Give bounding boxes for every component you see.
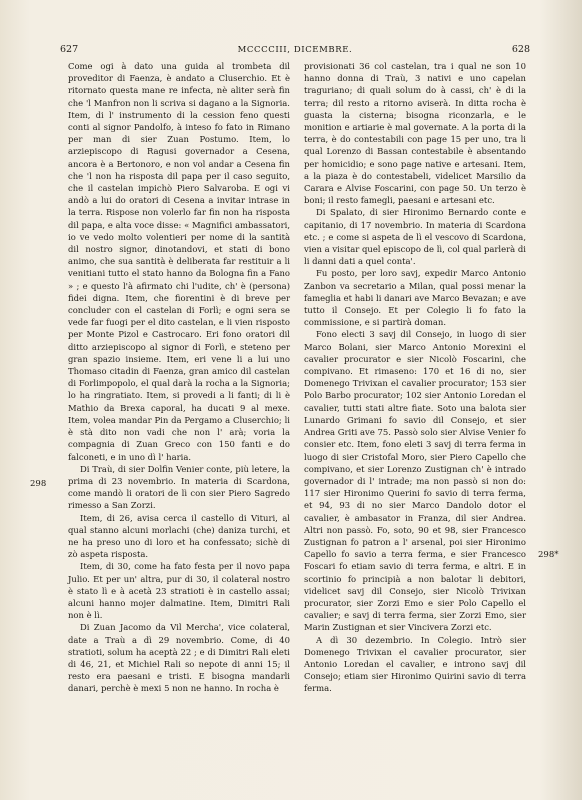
page-number-right: 628 bbox=[511, 44, 530, 55]
left-column bbox=[68, 60, 290, 695]
right-column bbox=[304, 60, 526, 695]
paragraph: Item, di 30, come ha fato festa per il novo papa Julio. Et per un' altra, pur di 30, il colateral nostro è stato lì e à acetà 23 stratioti è in castello assai; alcuni hanno mojer dalmatine. Item, Dimitri Rali non è lì. bbox=[68, 561, 290, 621]
margin-number-left: 298 bbox=[30, 479, 47, 489]
paragraph: Di Zuan Jacomo da Vil Mercha', vice colateral, date a Traù a dì 29 novembrio. Come, di 40 stratioti, solum ha aceptà 22 ; e di Dimitri Rali eleti di 46, 21, et Michiel Rali so nepote di anni 15; il resto era paesani e tristi. E bisogna mandarli danari, perchè è mexi 5 non ne hanno. In rocha è bbox=[68, 622, 290, 694]
paragraph: provisionati 36 col castelan, tra i qual ne son 10 hanno donna di Traù, 3 nativi e uno capelan traguriano; di quali solum do à cassi, ch' è di la terra; dil resto a ritorno aviserà. In ditta rocha è guasta la cisterna; bisogna riconzarla, e le monition e artiarie è mal governate. A la porta di la terra, è do contestabili con page 15 per uno, tra li qual Lorenzo di Bassan contestabile è absentando per homicidio; e sono page native e artesani. Item, a la piaza è do contestabeli, videlicet Marsilio da Carara e Alvise Foscarini, con page 50. Un terzo è boni; il resto famegli, paesani e artesani etc. bbox=[304, 61, 526, 206]
paragraph: Di Traù, di sier Dolfin Venier conte, più letere, la prima di 23 novembrio. In materia di Scardona, come mandò li oratori de lì con sier Piero Sagredo rimesso a San Zorzi. bbox=[68, 463, 290, 511]
paragraph: Item, di 26, avisa cerca il castello di Vituri, al qual stanno alcuni morlachi (che) daniza turchi, et ne ha preso uno di loro et ha confessato; sichè di zò aspeta risposta. bbox=[68, 512, 290, 560]
margin-number-right: 298* bbox=[538, 550, 559, 560]
running-head: MCCCCIII, DICEMBRE. bbox=[237, 45, 353, 55]
page-number-left: 627 bbox=[60, 44, 79, 55]
page-header bbox=[60, 44, 530, 58]
paragraph: Fono electi 3 savj dil Consejo, in luogo di sier Marco Bolani, sier Marco Antonio Morexini el cavalier procurator e sier Nicolò Foscarini, che compivano. Et rimaseno: 170 et 16 di no, sier Domenego Trivixan el cavalier procurator; 153 sier Polo Barbo procurator; 102 sier Antonio Loredan el cavalier, tutti stati altre fiate. Soto una balota sier Lunardo Grimani fo savio dil Consejo, et sier Andrea Griti ave 75. Passò solo sier Alvise Venier fo consier etc. Item, fono eleti 3 savj di terra ferma in luogo di sier Cristofal Moro, sier Piero Capello che compivano, et sier Lorenzo Zustignan ch' è intrado governador di l' intrade; ma non passò si non do: 117 sier Hironimo Querini fo savio di terra ferma, et 94, 93 di no sier Marco Dandolo dotor el cavalier, è ambasator in Franza, dil sier Andrea. Altri non passò. Fo, soto, 90 et 98, sier Francesco Zustignan fo patron a l' arsenal, poi sier Hironimo Capello fo savio a terra ferma, e sier Francesco Foscari fo etiam savio di terra ferma, e altri. E in scortinio fo principià a non balotar li debitori, videlicet savj dil Consejo, sier Nicolò Trivixan procurator, sier Zorzi Emo e sier Polo Capello el cavalier; e savj di terra ferma, sier Zorzi Emo, sier Marin Zustignan et sier Vincivera Zorzi etc. bbox=[304, 329, 526, 633]
paragraph: Fu posto, per loro savj, expedir Marco Antonio Zanbon va secretario a Milan, qual possi menar la fameglia et habi li danari ave Marco Bevazan; e ave tutto il Consejo. Et per Colegio li fo fato la commissione, e si partirà doman. bbox=[304, 268, 526, 328]
paragraph: Di Spalato, di sier Hironimo Bernardo conte e capitanio, di 17 novembrio. In materia di Scardona etc. ; e come si aspeta de lì el vescovo di Scardona, vien a visitar quel episcopo de lì, col qual parlerà di li danni dati a quel conta'. bbox=[304, 207, 526, 267]
paragraph: Come ogi à dato una guida al trombeta dil proveditor di Faenza, è andato a Cluserchio. Et è ritornato questa mane re infecta, nè aliter serà fin che 'l Manfron non li scriva si dagano a la Signoria. Item, di l' instrumento di la cession feno questi conti al signor Pandolfo, à inteso fo fato in Rimano per man di sier Zuan Postumo. Item, lo arziepiscopo di Ragusi governador a Cesena, ancora è a Bertonoro, e non vol andar a Cesena fin che 'l non ha risposta dil papa per il caso seguito, che il castelan impichò Piero Salvaroba. E ogi vi andò a lui do oratori di Cesena a invitar intrase in la terra. Rispose non volerlo far fin non ha risposta dil papa, e alta voce disse: « Magnifici ambassatori, io ve vedo molto volentieri per nome di la santità dil nostro signor, dinotandovi, et stati di bono animo, che sua santità è deliberata far restituir a li venitiani tutto el stato hanno da Bologna fin a Fano » ; e questo l'à afirmato chi l'udite, ch' è (persona) fidei digna. Item, che fiorentini è di breve per concluder con el castelan di Forlì; e ogni sera se vede far fuogi per el dito castelan, e li vien risposto per Monte Pizol e Castrocaro. Eri fono oratori dil ditto arziepiscopo al signor di Forlì, e steteno per gran spazio insieme. Item, eri vene li a lui uno Thomaso citadin di Faenza, gran amico dil castelan di Forlimpopolo, el qual darà la rocha a la Signoria; lo ha ringratiato. Item, si provedi a li fanti; di li è Mathio da Brexa caporal, ha ducati 9 al mexe. Item, volea mandar Pin da Pergamo a Cluserchio; li è stà dito non vadi che non l' arà; voria la compagnia di Zuan Greco con 150 fanti e do falconeti, e in uno dì l' haria. bbox=[68, 61, 290, 462]
paragraph: A dì 30 dezembrio. In Colegio. Intrò sier Domenego Trivixan el cavalier procurator, sier Antonio Loredan el cavalier, e introno savj dil Consejo; etiam sier Hironimo Quirini savio di terra ferma. bbox=[304, 634, 526, 694]
